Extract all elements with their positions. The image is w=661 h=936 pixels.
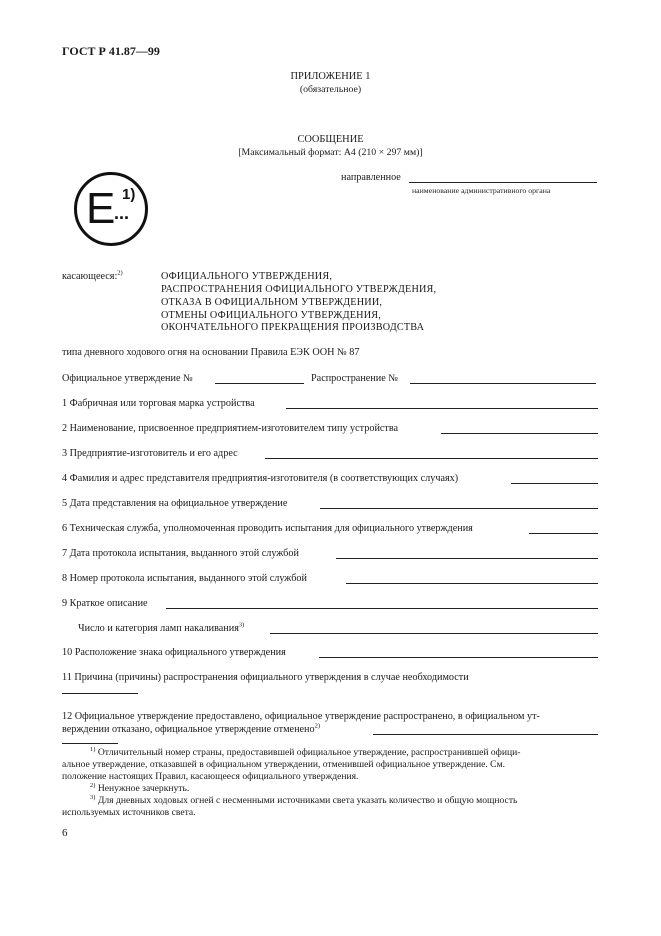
- item-12-field[interactable]: [373, 734, 598, 735]
- item-4-label: 4 Фамилия и адрес представителя предприятия-изготовителя (в соответствующих случаях): [62, 473, 459, 484]
- item-11-field[interactable]: [62, 693, 138, 694]
- item-1-label: 1 Фабричная или торговая марка устройства: [62, 398, 255, 409]
- item-4-field[interactable]: [511, 483, 598, 484]
- extension-number-label: Распространение №: [311, 373, 398, 384]
- item-6-field[interactable]: [529, 533, 598, 534]
- item-9-sub-label: [78, 623, 244, 634]
- item-12-footnote-mark: 2): [314, 722, 321, 730]
- item-5-field[interactable]: [320, 508, 598, 509]
- footnote-1-text: Отличительный номер страны, предоставившей официальное утверждение, распространившей офици-: [97, 747, 521, 758]
- item-11-label: 11 Причина (причины) распространения официального утверждения в случае необходимости: [62, 672, 469, 683]
- item-12-line-2-text: верждении отказано, официальное утверждение отменено: [62, 724, 315, 735]
- item-12-line-1: 12 Официальное утверждение предоставлено, официальное утверждение распространено, в официальном ут-: [62, 711, 540, 722]
- concerning-option[interactable]: ОФИЦИАЛЬНОГО УТВЕРЖДЕНИЯ,: [161, 271, 333, 282]
- item-10-field[interactable]: [319, 657, 598, 658]
- item-6-label: 6 Техническая служба, уполномоченная проводить испытания для официального утверждения: [62, 523, 473, 534]
- concerning-label-text: касающееся:: [62, 271, 118, 282]
- footnote-1-line-2: альное утверждение, отказавшей в официальном утверждении, отменившей официальное утверждение. См.: [62, 759, 506, 770]
- footnote-3-mark: 3): [90, 793, 96, 801]
- concerning-option[interactable]: ОТКАЗА В ОФИЦИАЛЬНОМ УТВЕРЖДЕНИИ,: [161, 297, 383, 308]
- concerning-option[interactable]: ОТМЕНЫ ОФИЦИАЛЬНОГО УТВЕРЖДЕНИЯ,: [161, 310, 382, 321]
- item-7-label: 7 Дата протокола испытания, выданного этой службой: [62, 548, 299, 559]
- footnote-3-line-1: [90, 795, 517, 806]
- concerning-label: [62, 271, 123, 282]
- extension-number-field[interactable]: [410, 383, 596, 384]
- addressed-caption: наименование административного органа: [412, 186, 551, 195]
- footnote-1-line-1: [90, 747, 521, 758]
- concerning-option[interactable]: ОКОНЧАТЕЛЬНОГО ПРЕКРАЩЕНИЯ ПРОИЗВОДСТВА: [161, 322, 425, 333]
- item-10-label: 10 Расположение знака официального утверждения: [62, 647, 286, 658]
- item-8-label: 8 Номер протокола испытания, выданного этой службой: [62, 573, 307, 584]
- concerning-option[interactable]: РАСПРОСТРАНЕНИЯ ОФИЦИАЛЬНОГО УТВЕРЖДЕНИЯ,: [161, 284, 437, 295]
- appendix-subtitle: (обязательное): [299, 84, 362, 95]
- emblem-letter: E: [86, 184, 116, 233]
- item-8-field[interactable]: [346, 583, 598, 584]
- footnote-1-mark: 1): [90, 745, 96, 753]
- item-9-label: 9 Краткое описание: [62, 598, 148, 609]
- message-format: [Максимальный формат: А4 (210 × 297 мм)]: [238, 147, 423, 158]
- item-3-label: 3 Предприятие-изготовитель и его адрес: [62, 448, 238, 459]
- emblem-footnote-mark: 1): [122, 186, 136, 203]
- addressed-label: направленное: [341, 172, 401, 183]
- item-9-sub-footnote-mark: 3): [238, 621, 245, 629]
- concerning-footnote-mark: 2): [117, 269, 123, 277]
- footnote-2-mark: 2): [90, 781, 96, 789]
- footnote-2-text: Ненужное зачеркнуть.: [97, 783, 190, 794]
- approval-number-label: Официальное утверждение №: [62, 373, 193, 384]
- document-id: ГОСТ Р 41.87—99: [62, 44, 160, 58]
- item-12-line-2: [62, 724, 320, 735]
- item-7-field[interactable]: [336, 558, 598, 559]
- item-9-sub-field[interactable]: [270, 633, 598, 634]
- message-title: СООБЩЕНИЕ: [297, 134, 364, 145]
- item-9-sub-label-text: Число и категория ламп накаливания: [78, 623, 239, 634]
- appendix-title: ПРИЛОЖЕНИЕ 1: [290, 71, 371, 82]
- page-number: 6: [62, 827, 68, 839]
- footnote-separator: [62, 743, 118, 744]
- item-2-label: 2 Наименование, присвоенное предприятием-изготовителем типу устройства: [62, 423, 399, 434]
- item-2-field[interactable]: [441, 433, 598, 434]
- approval-number-field[interactable]: [215, 383, 304, 384]
- item-5-label: 5 Дата представления на официальное утверждение: [62, 498, 288, 509]
- basis-text: типа дневного ходового огня на основании Правила ЕЭК ООН № 87: [62, 347, 360, 358]
- item-3-field[interactable]: [265, 458, 598, 459]
- footnote-3-text: Для дневных ходовых огней с несменными источниками света указать количество и общую мощность: [97, 795, 518, 806]
- item-9-field[interactable]: [166, 608, 598, 609]
- footnote-2: [90, 783, 189, 794]
- approval-mark-emblem: [74, 172, 148, 246]
- footnote-3-line-2: используемых источников света.: [62, 807, 196, 818]
- item-1-field[interactable]: [286, 408, 598, 409]
- footnote-1-line-3: положение настоящих Правил, касающееся официального утверждения.: [62, 771, 359, 782]
- emblem-dots: ...: [114, 203, 130, 223]
- addressed-field[interactable]: [409, 182, 597, 183]
